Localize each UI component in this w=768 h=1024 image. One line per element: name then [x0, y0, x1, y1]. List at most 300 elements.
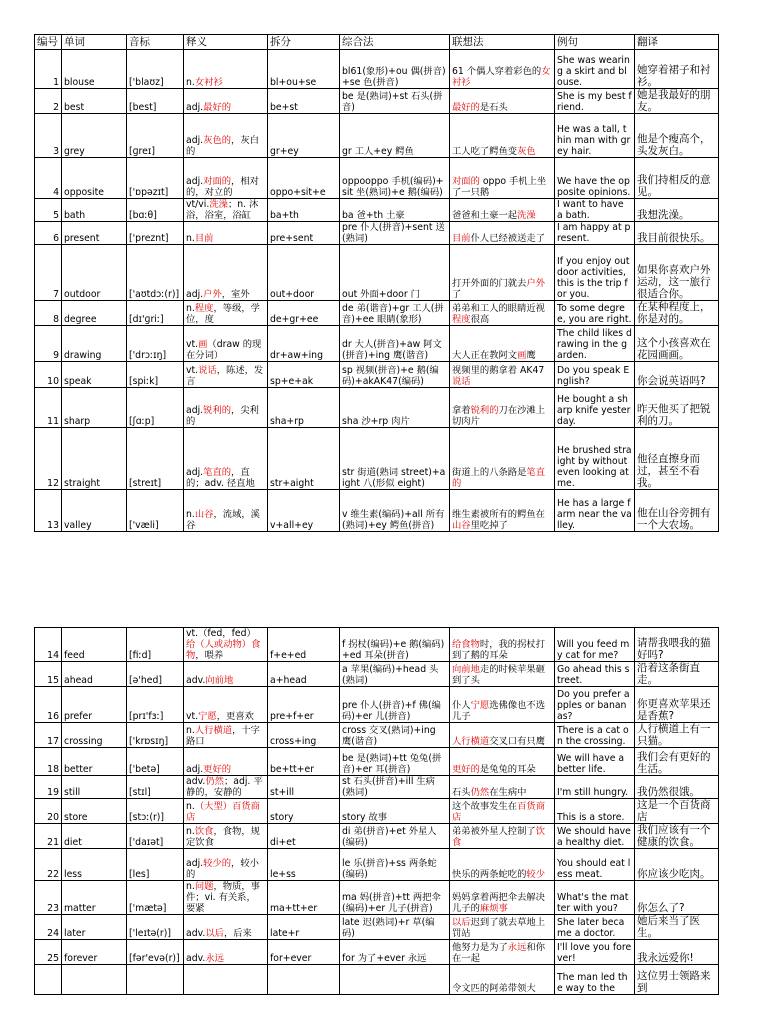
word-cell: degree: [62, 301, 127, 326]
definition-segment: ，较小的: [186, 858, 259, 880]
phonetic-cell: [les]: [127, 849, 184, 881]
phonetic-cell: ['drɔːɪŋ]: [127, 326, 184, 362]
row-number: 11: [35, 388, 62, 428]
vocab-table-1: [34, 34, 719, 532]
row-number: 13: [35, 490, 62, 532]
association-segment: oppo 手机上坐了一只鹅: [452, 176, 547, 198]
association-segment: 刀在沙滩上切肉片: [452, 405, 546, 427]
phonetic-cell: [stɪl]: [127, 776, 184, 799]
definition-segment: 宁愿: [198, 711, 217, 722]
method-cell: cross 交叉(熟词)+ing 鹰(谐音): [340, 723, 450, 748]
translation-cell: 他在山谷旁拥有一个大农场。: [635, 490, 719, 532]
translation-cell: 这个小孩喜欢在花园画画。: [635, 326, 719, 362]
example-cell: We should have a healthy diet.: [555, 824, 635, 849]
definition-segment: 给（人或动物）食物: [186, 639, 261, 661]
definition-segment: ，陈述，发言: [186, 365, 264, 387]
method-cell: sha 沙+rp 肉片: [340, 388, 450, 428]
translation-cell: 我们持相反的意见。: [635, 158, 719, 199]
word-cell: later: [62, 915, 127, 940]
method-cell: oppooppo 手机(编码)+sit 坐(熟词)+e 鹅(编码): [340, 158, 450, 199]
phonetic-cell: ['blaʊz]: [127, 50, 184, 89]
column-header: 联想法: [450, 35, 555, 50]
row-number: 8: [35, 301, 62, 326]
phonetic-cell: ['preznt]: [127, 222, 184, 245]
method-cell: be 是(熟词)+st 石头(拼音): [340, 89, 450, 114]
method-cell: str 街道(熟词 street)+aight 八(形似 eight): [340, 428, 450, 490]
definition-segment: n.: [186, 881, 195, 892]
association-cell: [450, 824, 555, 849]
association-cell: [450, 50, 555, 89]
word-cell: grey: [62, 114, 127, 158]
association-segment: 里吃掉了: [470, 520, 508, 531]
phonetic-cell: [dɪ'ɡriː]: [127, 301, 184, 326]
split-cell: a+head: [268, 662, 340, 687]
association-segment: 维生素被所有的鳄鱼在: [452, 509, 545, 520]
association-cell: [450, 222, 555, 245]
association-segment: 永远: [507, 942, 527, 953]
association-segment: 洗澡: [517, 210, 536, 221]
definition-segment: ，灰白的: [186, 135, 259, 157]
word-cell: prefer: [62, 687, 127, 723]
association-segment: 鹰: [526, 350, 536, 361]
example-cell: I'll love you forever!: [555, 940, 635, 965]
column-header: 音标: [127, 35, 184, 50]
association-segment: 在生病中: [489, 787, 527, 798]
method-cell: late 迟(熟词)+r 草(编码): [340, 915, 450, 940]
definition-segment: 人行横道: [194, 725, 233, 736]
table-row: [35, 776, 719, 799]
association-segment: 大人正在教阿文: [452, 350, 518, 361]
row-number: 17: [35, 723, 62, 748]
association-cell: [450, 687, 555, 723]
definition-cell: [184, 965, 268, 995]
table-row: [35, 362, 719, 388]
definition-segment: 以后: [205, 928, 224, 939]
split-cell: out+door: [268, 245, 340, 301]
table-row: [35, 490, 719, 532]
association-segment: 妈妈拿着两把伞去解决儿子的: [452, 892, 545, 914]
definition-segment: adj.: [186, 135, 204, 146]
table-row: [35, 940, 719, 965]
association-segment: 灰色: [517, 146, 536, 157]
example-cell: If you enjoy outdoor activities, this is the trip for you.: [555, 245, 635, 301]
split-cell: de+gr+ee: [268, 301, 340, 326]
association-segment: 了: [452, 289, 462, 300]
split-cell: story: [268, 799, 340, 824]
method-cell: dr 大人(拼音)+aw 阿文(拼音)+ing 鹰(谐音): [340, 326, 450, 362]
method-cell: pre 仆人(拼音)+f 佛(编码)+er 儿(拼音): [340, 687, 450, 723]
word-cell: matter: [62, 881, 127, 915]
translation-cell: 这是一个百货商店: [635, 799, 719, 824]
definition-segment: adv.: [186, 776, 206, 787]
split-cell: sp+e+ak: [268, 362, 340, 388]
association-segment: 交叉口有只鹰: [489, 736, 545, 747]
definition-segment: adv.: [186, 675, 206, 686]
translation-cell: 我们应该有一个健康的饮食。: [635, 824, 719, 849]
association-segment: 宁愿: [470, 700, 490, 711]
association-cell: [450, 965, 555, 995]
definition-segment: ；n. 沐浴，浴室，浴缸: [186, 199, 259, 221]
definition-segment: 饮食: [194, 826, 214, 837]
translation-cell: 我们会有更好的生活。: [635, 748, 719, 776]
table-row: [35, 326, 719, 362]
association-segment: 石头: [452, 787, 471, 798]
association-segment: 仆人已经被送走了: [470, 233, 545, 244]
translation-cell: 沿着这条街直走。: [635, 662, 719, 687]
phonetic-cell: ['leɪtə(r)]: [127, 915, 184, 940]
example-cell: He was a tall, thin man with grey hair.: [555, 114, 635, 158]
definition-cell: [184, 940, 268, 965]
definition-cell: [184, 799, 268, 824]
example-cell: We have the opposite opinions.: [555, 158, 635, 199]
translation-cell: 在某种程度上，你是对的。: [635, 301, 719, 326]
example-cell: The child likes drawing in the garden.: [555, 326, 635, 362]
association-cell: [450, 428, 555, 490]
example-cell: He has a large farm near the valley.: [555, 490, 635, 532]
definition-cell: [184, 388, 268, 428]
definition-cell: [184, 662, 268, 687]
definition-segment: 锐利的: [203, 405, 232, 416]
definition-segment: 向前地: [205, 675, 234, 686]
translation-cell: 我想洗澡。: [635, 199, 719, 222]
definition-segment: adj.: [186, 102, 204, 113]
word-cell: sharp: [62, 388, 127, 428]
association-segment: 拿着: [452, 405, 471, 416]
translation-cell: 人行横道上有一只猫。: [635, 723, 719, 748]
definition-segment: vt.: [186, 365, 199, 376]
association-segment: 弟弟被外星人控制了: [452, 826, 536, 837]
word-cell: crossing: [62, 723, 127, 748]
association-segment: 向前地: [452, 664, 480, 675]
association-segment: 走的时候苹果砸到了头: [452, 664, 545, 686]
translation-cell: 你会说英语吗?: [635, 362, 719, 388]
example-cell: Go ahead this street.: [555, 662, 635, 687]
split-cell: str+aight: [268, 428, 340, 490]
translation-cell: 你应该少吃肉。: [635, 849, 719, 881]
split-cell: be+tt+er: [268, 748, 340, 776]
translation-cell: 我永远爱你!: [635, 940, 719, 965]
phonetic-cell: [stɔː(r)]: [127, 799, 184, 824]
definition-segment: ，流域，溪谷: [186, 509, 260, 531]
definition-cell: [184, 222, 268, 245]
association-cell: [450, 723, 555, 748]
phonetic-cell: [spiːk]: [127, 362, 184, 388]
example-cell: I am happy at present.: [555, 222, 635, 245]
table-row: [35, 245, 719, 301]
example-cell: She was wearing a skirt and blouse.: [555, 50, 635, 89]
column-header: 释义: [184, 35, 268, 50]
split-cell: ba+th: [268, 199, 340, 222]
definition-cell: [184, 245, 268, 301]
word-cell: still: [62, 776, 127, 799]
definition-segment: vt.: [186, 339, 199, 350]
phonetic-cell: ['daɪət]: [127, 824, 184, 849]
table-row: [35, 388, 719, 428]
method-cell: v 维生素(编码)+all 所有(熟词)+ey 鳄鱼(拼音): [340, 490, 450, 532]
definition-cell: [184, 881, 268, 915]
example-cell: I want to have a bath.: [555, 199, 635, 222]
method-cell: ba 爸+th 土豪: [340, 199, 450, 222]
definition-cell: [184, 776, 268, 799]
phonetic-cell: [bɑːθ]: [127, 199, 184, 222]
association-cell: [450, 662, 555, 687]
definition-segment: ，等级，学位，度: [186, 303, 260, 325]
definition-segment: adj.: [186, 764, 204, 775]
header-row: [35, 35, 719, 50]
definition-cell: [184, 849, 268, 881]
definition-cell: [184, 428, 268, 490]
definition-segment: n.: [186, 303, 195, 314]
method-cell: ma 妈(拼音)+tt 两把伞(编码)+er 儿子(拼音): [340, 881, 450, 915]
translation-cell: 你怎么了?: [635, 881, 719, 915]
definition-segment: 问题: [194, 881, 214, 892]
table-row: [35, 628, 719, 662]
column-header: 翻译: [635, 35, 719, 50]
example-cell: We will have a better life.: [555, 748, 635, 776]
translation-cell: 你更喜欢苹果还是香蕉?: [635, 687, 719, 723]
split-cell: dr+aw+ing: [268, 326, 340, 362]
definition-cell: [184, 114, 268, 158]
split-cell: gr+ey: [268, 114, 340, 158]
definition-segment: 永远: [205, 953, 224, 964]
row-number: 5: [35, 199, 62, 222]
definition-segment: adj.: [186, 405, 204, 416]
definition-segment: 洗澡: [209, 199, 228, 210]
example-cell: I'm still hungry.: [555, 776, 635, 799]
association-cell: [450, 114, 555, 158]
translation-cell: 这位男士领路来到: [635, 965, 719, 995]
definition-segment: （大型）百货商店: [186, 801, 260, 823]
association-segment: 女衬衫: [452, 66, 551, 88]
definition-cell: [184, 687, 268, 723]
association-segment: 画: [517, 350, 527, 361]
association-cell: [450, 940, 555, 965]
definition-segment: ，相对的，对立的: [186, 176, 259, 198]
example-cell: To some degree, you are right.: [555, 301, 635, 326]
example-cell: He bought a sharp knife yesterday.: [555, 388, 635, 428]
word-cell: straight: [62, 428, 127, 490]
table-row: [35, 89, 719, 114]
row-number: 2: [35, 89, 62, 114]
definition-segment: ，物质，事件；vi. 有关系，要紧: [186, 881, 260, 914]
phonetic-cell: [best]: [127, 89, 184, 114]
column-header: 拆分: [268, 35, 340, 50]
definition-segment: n.: [186, 826, 195, 837]
split-cell: late+r: [268, 915, 340, 940]
example-cell: This is a store.: [555, 799, 635, 824]
translation-cell: 她后来当了医生。: [635, 915, 719, 940]
row-number: 22: [35, 849, 62, 881]
phonetic-cell: ['mætə]: [127, 881, 184, 915]
word-cell: ahead: [62, 662, 127, 687]
example-cell: She is my best friend.: [555, 89, 635, 114]
translation-cell: 他是个瘦高个，头发灰白。: [635, 114, 719, 158]
method-cell: di 弟(拼音)+et 外星人(编码): [340, 824, 450, 849]
word-cell: valley: [62, 490, 127, 532]
example-cell: The man led the way to the: [555, 965, 635, 995]
row-number: 4: [35, 158, 62, 199]
row-number: 21: [35, 824, 62, 849]
definition-segment: ，十字路口: [186, 725, 260, 747]
table-row: [35, 748, 719, 776]
table-row: [35, 662, 719, 687]
split-cell: for+ever: [268, 940, 340, 965]
method-cell: sp 视频(拼音)+e 鹅(编码)+akAK47(编码): [340, 362, 450, 388]
definition-segment: adj.: [186, 289, 204, 300]
row-number: 25: [35, 940, 62, 965]
definition-cell: [184, 199, 268, 222]
association-segment: 打开外面的门就去: [452, 278, 527, 289]
definition-cell: [184, 628, 268, 662]
association-cell: [450, 799, 555, 824]
definition-cell: [184, 301, 268, 326]
split-cell: cross+ing: [268, 723, 340, 748]
method-cell: story 故事: [340, 799, 450, 824]
column-header: 单词: [62, 35, 127, 50]
association-cell: [450, 490, 555, 532]
table-row: [35, 849, 719, 881]
definition-segment: 最好的: [203, 102, 232, 113]
word-cell: outdoor: [62, 245, 127, 301]
association-segment: 对面的: [452, 176, 480, 187]
association-segment: 仆人: [452, 700, 471, 711]
definition-cell: [184, 326, 268, 362]
translation-cell: 请帮我喂我的猫好吗?: [635, 628, 719, 662]
definition-segment: 更好的: [203, 764, 232, 775]
translation-cell: 她是我最好的朋友。: [635, 89, 719, 114]
table-row: [35, 824, 719, 849]
association-segment: 迟到了就去草地上罚站: [452, 917, 545, 939]
method-cell: be 是(熟词)+tt 兔兔(拼音)+er 耳(拼音): [340, 748, 450, 776]
association-segment: 说话: [452, 376, 471, 387]
definition-cell: [184, 50, 268, 89]
association-cell: [450, 245, 555, 301]
phonetic-cell: [ɡreɪ]: [127, 114, 184, 158]
table-row: [35, 965, 719, 995]
word-cell: speak: [62, 362, 127, 388]
method-cell: st 石头(拼音)+ill 生病(熟词): [340, 776, 450, 799]
association-segment: 61 个偶人穿着彩色的: [452, 66, 542, 77]
definition-segment: adj.: [186, 858, 204, 869]
association-segment: 山谷: [452, 520, 471, 531]
method-cell: out 外面+door 门: [340, 245, 450, 301]
method-cell: for 为了+ever 永远: [340, 940, 450, 965]
phonetic-cell: [ə'hed]: [127, 662, 184, 687]
definition-segment: 山谷: [194, 509, 214, 520]
example-cell: Do you speak English?: [555, 362, 635, 388]
association-segment: 令文匹的阿弟带领大: [452, 983, 536, 994]
split-cell: ma+tt+er: [268, 881, 340, 915]
association-segment: 百货商店: [452, 801, 545, 823]
method-cell: pre 仆人(拼音)+sent 送(熟词): [340, 222, 450, 245]
phonetic-cell: [prɪ'fɜː]: [127, 687, 184, 723]
example-cell: He brushed straight by without even looking at me.: [555, 428, 635, 490]
row-number: 12: [35, 428, 62, 490]
association-cell: [450, 362, 555, 388]
row-number: 9: [35, 326, 62, 362]
association-cell: [450, 199, 555, 222]
method-cell: bl61(象形)+ou 偶(拼音)+se 色(拼音): [340, 50, 450, 89]
association-segment: 较少: [526, 869, 545, 880]
split-cell: sha+rp: [268, 388, 340, 428]
association-cell: [450, 326, 555, 362]
row-number: [35, 965, 62, 995]
example-cell: You should eat less meat.: [555, 849, 635, 881]
split-cell: f+e+ed: [268, 628, 340, 662]
translation-cell: 如果你喜欢户外运动，这一旅行很适合你。: [635, 245, 719, 301]
split-cell: pre+f+er: [268, 687, 340, 723]
association-segment: 弟弟和工人的眼睛近视: [452, 303, 545, 314]
association-segment: 很高: [470, 314, 490, 325]
definition-segment: ，室外: [221, 289, 250, 300]
example-cell: Do you prefer apples or bananas?: [555, 687, 635, 723]
table-row: [35, 301, 719, 326]
phonetic-cell: ['ɒpəzɪt]: [127, 158, 184, 199]
definition-segment: n.: [186, 725, 195, 736]
definition-cell: [184, 89, 268, 114]
association-cell: [450, 158, 555, 199]
definition-cell: [184, 915, 268, 940]
table-row: [35, 687, 719, 723]
translation-cell: 昨天他买了把锐利的刀。: [635, 388, 719, 428]
word-cell: forever: [62, 940, 127, 965]
phonetic-cell: ['væli]: [127, 490, 184, 532]
association-segment: 锐利的: [470, 405, 499, 416]
word-cell: better: [62, 748, 127, 776]
definition-segment: 说话: [198, 365, 217, 376]
split-cell: le+ss: [268, 849, 340, 881]
association-segment: 户外: [526, 278, 545, 289]
split-cell: pre+sent: [268, 222, 340, 245]
association-segment: 人行横道: [452, 736, 490, 747]
definition-segment: ，食物，规定饮食: [186, 826, 260, 848]
definition-segment: n.: [186, 801, 195, 812]
row-number: 10: [35, 362, 62, 388]
phonetic-cell: [fiːd]: [127, 628, 184, 662]
definition-segment: 女衬衫: [194, 77, 223, 88]
definition-segment: vt.（fed，fed）: [186, 628, 256, 639]
definition-segment: 笔直的: [203, 467, 232, 478]
table-row: [35, 199, 719, 222]
table-row: [35, 114, 719, 158]
definition-segment: 程度: [194, 303, 214, 314]
definition-segment: ，直的；adv. 径直地: [186, 467, 255, 489]
association-cell: [450, 301, 555, 326]
definition-segment: 对面的: [203, 176, 232, 187]
translation-cell: 我目前很快乐。: [635, 222, 719, 245]
phonetic-cell: [ʃɑːp]: [127, 388, 184, 428]
row-number: 7: [35, 245, 62, 301]
word-cell: less: [62, 849, 127, 881]
definition-cell: [184, 748, 268, 776]
row-number: 23: [35, 881, 62, 915]
split-cell: [268, 965, 340, 995]
phonetic-cell: ['aʊtdɔː(r)]: [127, 245, 184, 301]
word-cell: present: [62, 222, 127, 245]
column-header: 综合法: [340, 35, 450, 50]
association-segment: 他努力是为了: [452, 942, 508, 953]
word-cell: store: [62, 799, 127, 824]
association-cell: [450, 915, 555, 940]
translation-cell: 我仍然很饿。: [635, 776, 719, 799]
column-header: 编号: [35, 35, 62, 50]
association-segment: 更好的: [452, 764, 480, 775]
definition-segment: 仍然: [205, 776, 224, 787]
row-number: 18: [35, 748, 62, 776]
definition-segment: 灰色的: [203, 135, 232, 146]
association-cell: [450, 89, 555, 114]
association-segment: 工人吃了鳄鱼变: [452, 146, 518, 157]
